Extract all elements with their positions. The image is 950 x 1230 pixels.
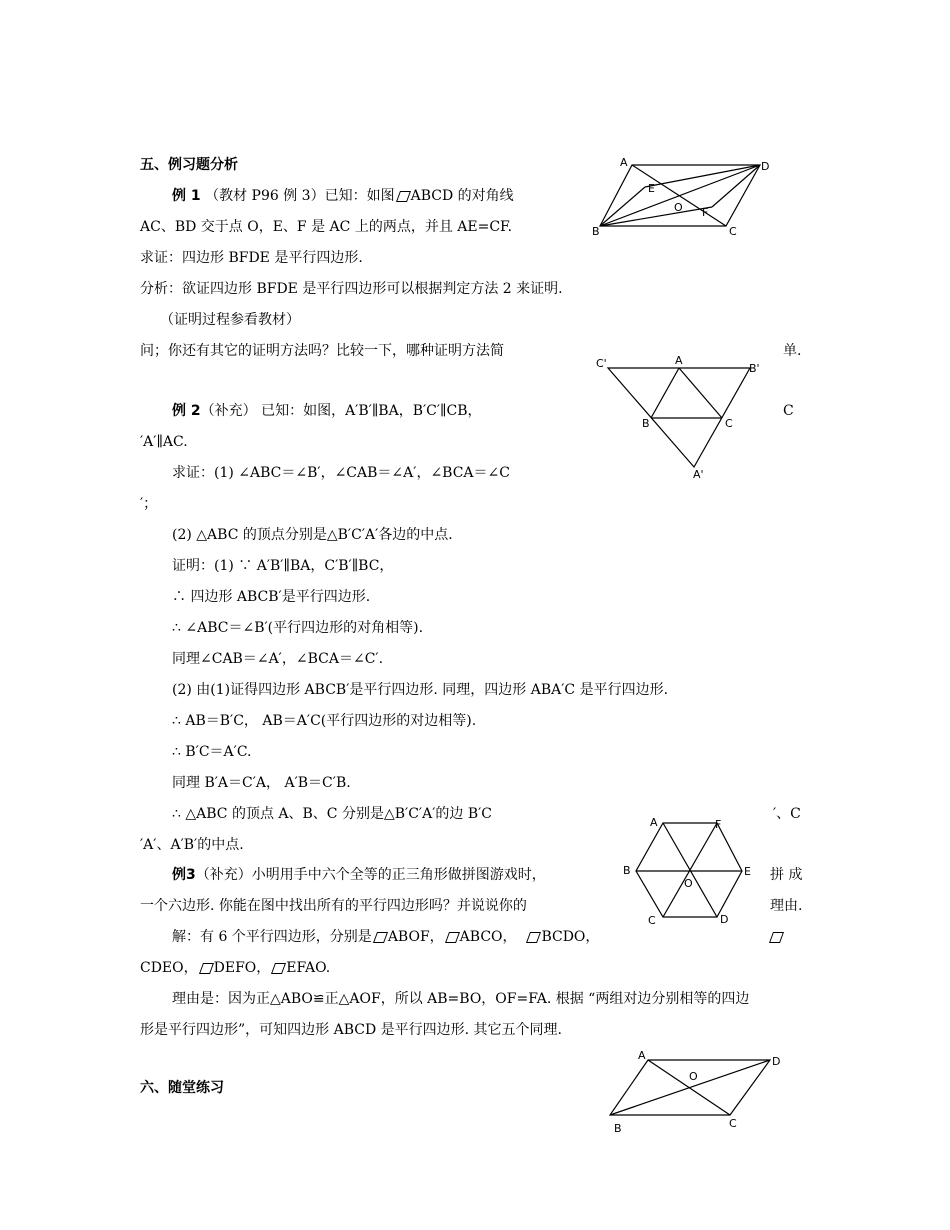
example-2-proof-2: ∴ 四边形 ABCB′是平行四边形. (172, 589, 371, 605)
example-2-proof-9: ∴ △ABC 的顶点 A、B、C 分别是△B′C′A′的边 B′C (172, 806, 492, 822)
figure-midpoint-triangle (590, 352, 780, 482)
section-5-title: 五、例习题分析 (140, 157, 238, 173)
fig1-label-c: C (729, 225, 737, 238)
example-2-prove: 求证：(1) ∠ABC＝∠B′，∠CAB＝∠A′，∠BCA＝∠C (172, 465, 510, 481)
fig4-label-d: D (772, 1055, 781, 1068)
example-1-line-2: AC、BD 交于点 O，E、F 是 AC 上的两点，并且 AE=CF. (140, 219, 513, 235)
parallelogram-icon (526, 932, 540, 942)
fig1-label-e: E (648, 182, 655, 195)
fig3-label-o: O (684, 877, 693, 890)
fig2-label-c-prime: C' (596, 357, 607, 370)
fig4-label-o: O (689, 1070, 698, 1083)
section-6-title: 六、随堂练习 (140, 1080, 224, 1096)
fig4-label-b: B (614, 1122, 622, 1135)
example-3-reason-1: 理由是：因为正△ABO≌正△AOF，所以 AB=BO，OF=FA. 根据 “两组对边分别相等的四边 (172, 991, 750, 1007)
fig1-label-b: B (592, 225, 600, 238)
example-3-line-1: 例3（补充）小明用手中六个全等的正三角形做拼图游戏时， (172, 867, 546, 883)
fig1-label-f: F (702, 206, 709, 219)
figure-parallelogram-abcd (590, 150, 770, 240)
example-1-question-end: 单. (783, 343, 802, 359)
fig3-label-b: B (623, 864, 631, 877)
fig3-label-f: F (715, 818, 722, 831)
example-2-proof-1: 证明：(1) ∵ A′B′∥BA，C′B′∥BC， (172, 558, 394, 574)
example-2-proof-5: (2) 由(1)证得四边形 ABCB′是平行四边形. 同理，四边形 ABA′C 是平行四边形. (172, 682, 669, 698)
example-2-proof-6: ∴ AB＝B′C， AB＝A′C(平行四边形的对边相等). (172, 713, 477, 729)
example-1-prove: 求证：四边形 BFDE 是平行四边形. (140, 250, 363, 266)
example-3-solution-2: CDEO， DEFO， EFAO. (140, 960, 331, 976)
parallelogram-icon (769, 932, 783, 942)
fig3-label-c: C (648, 914, 656, 927)
fig2-label-a-prime: A' (693, 468, 704, 481)
fig2-label-b-prime: B' (749, 362, 760, 375)
example-2-label: 例 2 (172, 403, 201, 419)
fig4-label-c: C (729, 1117, 737, 1130)
example-1-line-1: 例 1 （教材 P96 例 3）已知：如图 ABCD 的对角线 (172, 188, 514, 204)
example-1-analysis: 分析：欲证四边形 BFDE 是平行四边形可以根据判定方法 2 来证明. (140, 281, 563, 297)
example-2-proof-10: ′A′、A′B′的中点. (140, 837, 244, 853)
example-2-line-1-end: C (783, 403, 794, 419)
figure-parallelogram-diagonals (605, 1045, 795, 1135)
example-1-label: 例 1 (172, 188, 201, 204)
example-3-line-1-end: 拼 成 (770, 867, 803, 883)
fig2-label-a: A (675, 354, 683, 367)
example-2-prove-2: (2) △ABC 的顶点分别是△B′C′A′各边的中点. (172, 527, 453, 543)
figure-hexagon (620, 810, 760, 930)
example-3-reason-2: 形是平行四边形”，可知四边形 ABCD 是平行四边形. 其它五个同理. (140, 1022, 563, 1038)
example-2-prove-cont: ′； (140, 496, 158, 512)
parallelogram-icon (199, 963, 213, 973)
example-3-line-2-end: 理由. (770, 898, 803, 914)
example-2-proof-8: 同理 B′A＝C′A， A′B＝C′B. (172, 775, 351, 791)
example-1-question: 问；你还有其它的证明方法吗？比较一下，哪种证明方法简 (140, 343, 504, 359)
example-2-proof-7: ∴ B′C＝A′C. (172, 744, 252, 760)
fig2-label-c: C (725, 417, 733, 430)
parallelogram-icon (373, 932, 387, 942)
parallelogram-icon (396, 191, 410, 201)
parallelogram-icon (445, 932, 459, 942)
example-1-note: （证明过程参看教材） (160, 312, 300, 328)
example-3-solution-1: 解：有 6 个平行四边形，分别是 ABOF， ABCO， BCDO， (172, 929, 600, 945)
example-2-line-1: 例 2（补充） 已知：如图，A′B′∥BA，B′C′∥CB， (172, 403, 482, 419)
fig1-label-d: D (761, 160, 770, 173)
example-3-label: 例3 (172, 867, 196, 883)
example-3-line-2: 一个六边形. 你能在图中找出所有的平行四边形吗？并说说你的 (140, 898, 527, 914)
example-3-solution-1-end (768, 928, 784, 946)
example-2-proof-9-end: ′、C (773, 806, 801, 822)
example-2-proof-4: 同理∠CAB＝∠A′，∠BCA＝∠C′. (172, 651, 384, 667)
example-2-proof-3: ∴ ∠ABC＝∠B′(平行四边形的对角相等). (172, 620, 424, 636)
fig3-label-d: D (720, 913, 729, 926)
fig1-label-o: O (674, 201, 683, 214)
fig1-label-a: A (620, 156, 628, 169)
fig3-label-e: E (744, 865, 751, 878)
fig4-label-a: A (638, 1049, 646, 1062)
parallelogram-icon (271, 963, 285, 973)
example-2-line-2: ′A′∥AC. (140, 434, 188, 450)
fig3-label-a: A (650, 816, 658, 829)
fig2-label-b: B (642, 417, 650, 430)
